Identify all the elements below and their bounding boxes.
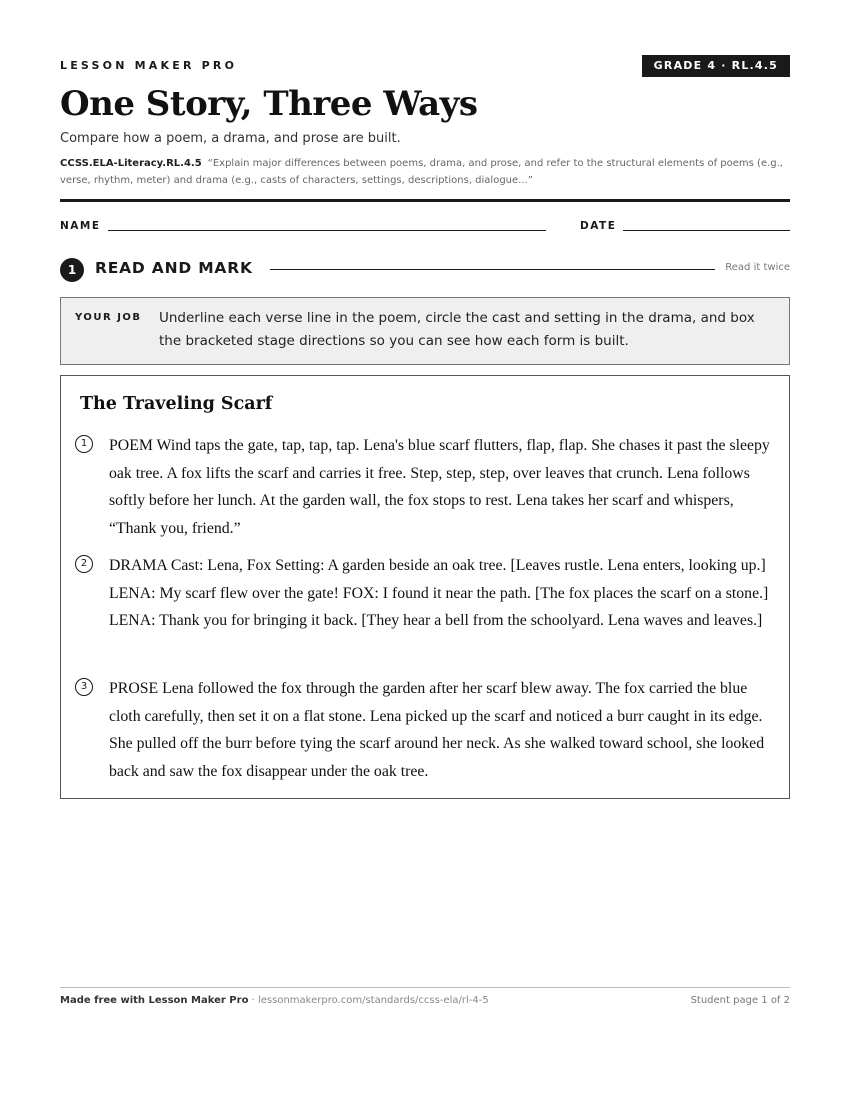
paragraph-text: PROSE Lena followed the fox through the garden after her scarf blew away. The fox carried the blue cloth carefully, then set it on a flat stone. Lena picked up the scarf and noticed a burr caught in its edge. She pulled off the burr before tying the scarf around her neck. As she walked toward school, she looked back and saw the fox disappear under the oak tree.	[109, 680, 765, 780]
footer-made-with: Made free with Lesson Maker Pro	[60, 995, 249, 1006]
section-hint: Read it twice	[725, 262, 790, 273]
paragraph-text: POEM Wind taps the gate, tap, tap, tap. Lena's blue scarf flutters, flap, flap. She chases it past the sleepy oak tree. A fox lifts the scarf and carries it free. Step, step, step, over leaves that crunch. Lena follows softly before her lunch. At the garden wall, the fox stops to rest. Lena takes her scarf and whispers, “Thank you, friend.”	[109, 437, 770, 537]
standard-quote: “Explain major differences between poems, drama, and prose, and refer to the structural elements of poems (e.g., verse, rhythm, meter) and drama (e.g., casts of characters, settings, descriptions, dialogue...”	[60, 158, 783, 186]
page-subtitle: Compare how a poem, a drama, and prose are built.	[60, 131, 401, 146]
header-bar	[60, 55, 790, 79]
footer-divider	[60, 987, 790, 988]
story-title: The Traveling Scarf	[80, 394, 273, 414]
page-title: One Story, Three Ways	[60, 84, 478, 124]
story-box	[60, 375, 790, 799]
brand-name: LESSON MAKER PRO	[60, 59, 238, 72]
footer-url[interactable]: lessonmakerpro.com/standards/ccss-ela/rl-4-5	[258, 995, 489, 1006]
grade-badge: GRADE 4 · RL.4.5	[642, 55, 790, 77]
standard-reference	[60, 155, 790, 189]
date-label: DATE	[580, 220, 617, 232]
footer-page-number: Student page 1 of 2	[690, 995, 790, 1006]
section-header	[60, 258, 790, 282]
section-number: 1	[60, 258, 84, 282]
instructions-text: Underline each verse line in the poem, circle the cast and setting in the drama, and box the bracketed stage directions so you can see how each form is built.	[159, 310, 755, 349]
date-field[interactable]	[623, 230, 790, 231]
footer	[60, 995, 790, 1006]
instructions-label: YOUR JOB	[75, 312, 142, 323]
instructions-box	[60, 297, 790, 365]
standard-code: CCSS.ELA-Literacy.RL.4.5	[60, 158, 202, 169]
paragraph-number: 3	[75, 678, 93, 696]
student-fields	[60, 220, 790, 236]
paragraph-number: 2	[75, 555, 93, 573]
name-field[interactable]	[108, 230, 546, 231]
name-label: NAME	[60, 220, 101, 232]
section-divider	[270, 269, 715, 270]
section-title: READ AND MARK	[95, 259, 253, 277]
footer-separator: ·	[251, 995, 255, 1006]
paragraph-number: 1	[75, 435, 93, 453]
header-divider	[60, 199, 790, 202]
paragraph-text: DRAMA Cast: Lena, Fox Setting: A garden beside an oak tree. [Leaves rustle. Lena enters, looking up.] LENA: My scarf flew over the gate! FOX: I found it near the path. [The fox places the scarf on a stone.] LENA: Thank you for bringing it back. [They hear a bell from the schoolyard. Lena waves and leaves.]	[109, 557, 769, 630]
